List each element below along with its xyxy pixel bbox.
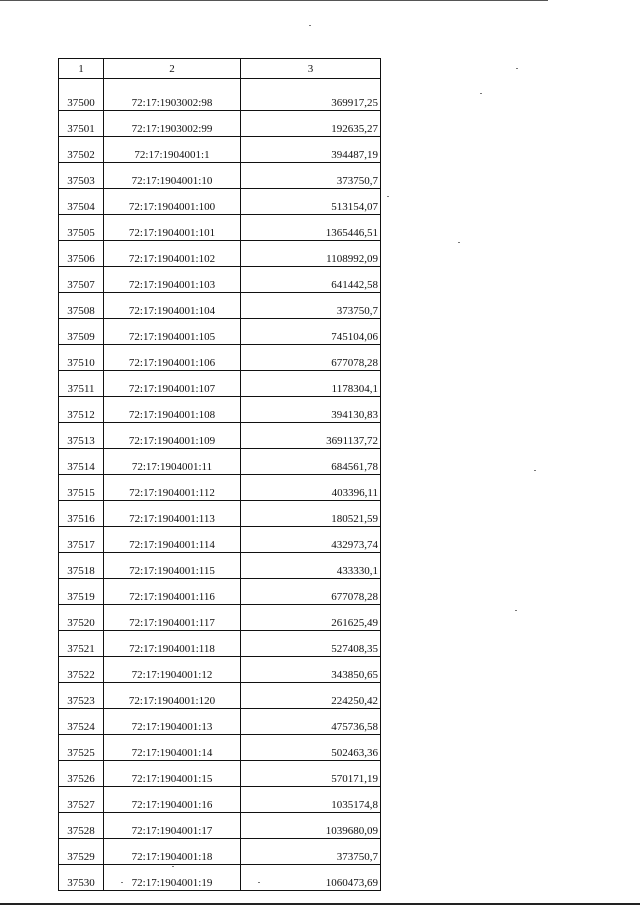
cadastral-value-cell: 1178304,1 bbox=[241, 371, 381, 397]
cadastral-number-cell: 72:17:1904001:108 bbox=[104, 397, 241, 423]
table-row bbox=[59, 85, 381, 111]
header-row bbox=[59, 59, 381, 79]
column-header-2: 2 bbox=[104, 59, 241, 79]
cadastral-value-cell: 433330,1 bbox=[241, 553, 381, 579]
cadastral-number-cell: 72:17:1904001:118 bbox=[104, 631, 241, 657]
cadastral-value-cell: 394487,19 bbox=[241, 137, 381, 163]
cadastral-value-cell: 373750,7 bbox=[241, 163, 381, 189]
cadastral-number-cell: 72:17:1904001:16 bbox=[104, 787, 241, 813]
table-row bbox=[59, 371, 381, 397]
cadastral-number-cell: 72:17:1904001:13 bbox=[104, 709, 241, 735]
cadastral-number-cell: 72:17:1904001:115 bbox=[104, 553, 241, 579]
table-row bbox=[59, 631, 381, 657]
row-number-cell: 37506 bbox=[59, 241, 104, 267]
cadastral-number-cell: 72:17:1904001:105 bbox=[104, 319, 241, 345]
cadastral-number-cell: 72:17:1904001:107 bbox=[104, 371, 241, 397]
cadastral-value-cell: 373750,7 bbox=[241, 293, 381, 319]
cadastral-number-cell: 72:17:1904001:101 bbox=[104, 215, 241, 241]
row-number-cell: 37514 bbox=[59, 449, 104, 475]
row-number-cell: 37511 bbox=[59, 371, 104, 397]
row-number-cell: 37522 bbox=[59, 657, 104, 683]
table-row bbox=[59, 813, 381, 839]
cadastral-value-cell: 224250,42 bbox=[241, 683, 381, 709]
cadastral-value-cell: 432973,74 bbox=[241, 527, 381, 553]
scan-speck bbox=[534, 470, 536, 471]
cadastral-value-cell: 192635,27 bbox=[241, 111, 381, 137]
cadastral-number-cell: 72:17:1904001:100 bbox=[104, 189, 241, 215]
cadastral-value-cell: 1060473,69 bbox=[241, 865, 381, 891]
cadastral-value-cell: 527408,35 bbox=[241, 631, 381, 657]
column-header-3: 3 bbox=[241, 59, 381, 79]
table-row bbox=[59, 735, 381, 761]
row-number-cell: 37518 bbox=[59, 553, 104, 579]
cadastral-number-cell: 72:17:1904001:120 bbox=[104, 683, 241, 709]
table-row bbox=[59, 865, 381, 891]
cadastral-number-cell: 72:17:1904001:103 bbox=[104, 267, 241, 293]
cadastral-value-cell: 570171,19 bbox=[241, 761, 381, 787]
row-number-cell: 37520 bbox=[59, 605, 104, 631]
table-row bbox=[59, 423, 381, 449]
row-number-cell: 37501 bbox=[59, 111, 104, 137]
table-row bbox=[59, 553, 381, 579]
table-row bbox=[59, 761, 381, 787]
row-number-cell: 37509 bbox=[59, 319, 104, 345]
cadastral-number-cell: 72:17:1904001:104 bbox=[104, 293, 241, 319]
cadastral-number-cell: 72:17:1904001:102 bbox=[104, 241, 241, 267]
cadastral-value-cell: 1039680,09 bbox=[241, 813, 381, 839]
row-number-cell: 37513 bbox=[59, 423, 104, 449]
row-number-cell: 37526 bbox=[59, 761, 104, 787]
cadastral-value-cell: 180521,59 bbox=[241, 501, 381, 527]
table-body bbox=[59, 85, 381, 891]
row-number-cell: 37515 bbox=[59, 475, 104, 501]
table-row bbox=[59, 189, 381, 215]
table-row bbox=[59, 657, 381, 683]
table-row bbox=[59, 579, 381, 605]
row-number-cell: 37516 bbox=[59, 501, 104, 527]
scan-speck bbox=[387, 196, 389, 197]
table-row bbox=[59, 267, 381, 293]
cadastral-value-cell: 513154,07 bbox=[241, 189, 381, 215]
row-number-cell: 37530 bbox=[59, 865, 104, 891]
cadastral-number-cell: 72:17:1904001:109 bbox=[104, 423, 241, 449]
cadastral-value-cell: 403396,11 bbox=[241, 475, 381, 501]
cadastral-value-cell: 641442,58 bbox=[241, 267, 381, 293]
cadastral-number-cell: 72:17:1904001:15 bbox=[104, 761, 241, 787]
cadastral-number-cell: 72:17:1904001:117 bbox=[104, 605, 241, 631]
cadastral-value-cell: 502463,36 bbox=[241, 735, 381, 761]
cadastral-number-cell: 72:17:1904001:112 bbox=[104, 475, 241, 501]
cadastral-number-cell: 72:17:1904001:18 bbox=[104, 839, 241, 865]
row-number-cell: 37505 bbox=[59, 215, 104, 241]
cadastral-value-cell: 394130,83 bbox=[241, 397, 381, 423]
table-row bbox=[59, 605, 381, 631]
row-number-cell: 37510 bbox=[59, 345, 104, 371]
scan-speck bbox=[515, 610, 517, 611]
cadastral-number-cell: 72:17:1904001:113 bbox=[104, 501, 241, 527]
scan-speck bbox=[121, 882, 123, 883]
row-number-cell: 37523 bbox=[59, 683, 104, 709]
row-number-cell: 37507 bbox=[59, 267, 104, 293]
cadastral-number-cell: 72:17:1904001:116 bbox=[104, 579, 241, 605]
table-row bbox=[59, 163, 381, 189]
table-row bbox=[59, 293, 381, 319]
table-row bbox=[59, 241, 381, 267]
scan-speck bbox=[172, 866, 174, 867]
cadastral-number-cell: 72:17:1903002:98 bbox=[104, 85, 241, 111]
row-number-cell: 37524 bbox=[59, 709, 104, 735]
cadastral-number-cell: 72:17:1904001:11 bbox=[104, 449, 241, 475]
table-row bbox=[59, 319, 381, 345]
cadastral-value-cell: 343850,65 bbox=[241, 657, 381, 683]
row-number-cell: 37529 bbox=[59, 839, 104, 865]
table-row bbox=[59, 501, 381, 527]
cadastral-number-cell: 72:17:1904001:14 bbox=[104, 735, 241, 761]
scan-speck bbox=[309, 25, 311, 26]
cadastral-value-cell: 1108992,09 bbox=[241, 241, 381, 267]
table-row bbox=[59, 111, 381, 137]
cadastral-number-cell: 72:17:1903002:99 bbox=[104, 111, 241, 137]
cadastral-value-cell: 677078,28 bbox=[241, 345, 381, 371]
table-row bbox=[59, 137, 381, 163]
cadastral-value-table bbox=[58, 58, 381, 891]
cadastral-number-cell: 72:17:1904001:19 bbox=[104, 865, 241, 891]
cadastral-value-cell: 1365446,51 bbox=[241, 215, 381, 241]
scan-speck bbox=[516, 68, 518, 69]
row-number-cell: 37521 bbox=[59, 631, 104, 657]
cadastral-number-cell: 72:17:1904001:12 bbox=[104, 657, 241, 683]
column-header-1: 1 bbox=[59, 59, 104, 79]
table-row bbox=[59, 345, 381, 371]
table-row bbox=[59, 215, 381, 241]
cadastral-value-cell: 261625,49 bbox=[241, 605, 381, 631]
cadastral-value-cell: 475736,58 bbox=[241, 709, 381, 735]
cadastral-value-cell: 684561,78 bbox=[241, 449, 381, 475]
table-row bbox=[59, 475, 381, 501]
scan-speck bbox=[458, 242, 460, 243]
cadastral-number-cell: 72:17:1904001:106 bbox=[104, 345, 241, 371]
row-number-cell: 37504 bbox=[59, 189, 104, 215]
row-number-cell: 37500 bbox=[59, 85, 104, 111]
cadastral-value-cell: 677078,28 bbox=[241, 579, 381, 605]
row-number-cell: 37508 bbox=[59, 293, 104, 319]
cadastral-value-cell: 1035174,8 bbox=[241, 787, 381, 813]
table-row bbox=[59, 449, 381, 475]
row-number-cell: 37528 bbox=[59, 813, 104, 839]
cadastral-value-cell: 3691137,72 bbox=[241, 423, 381, 449]
row-number-cell: 37517 bbox=[59, 527, 104, 553]
row-number-cell: 37512 bbox=[59, 397, 104, 423]
row-number-cell: 37525 bbox=[59, 735, 104, 761]
cadastral-number-cell: 72:17:1904001:17 bbox=[104, 813, 241, 839]
table-row bbox=[59, 397, 381, 423]
cadastral-value-cell: 745104,06 bbox=[241, 319, 381, 345]
table-row bbox=[59, 839, 381, 865]
row-number-cell: 37502 bbox=[59, 137, 104, 163]
cadastral-number-cell: 72:17:1904001:1 bbox=[104, 137, 241, 163]
cadastral-value-cell: 369917,25 bbox=[241, 85, 381, 111]
scan-speck bbox=[258, 882, 260, 883]
scan-edge-top bbox=[0, 0, 548, 1]
cadastral-value-cell: 373750,7 bbox=[241, 839, 381, 865]
scan-speck bbox=[480, 93, 482, 94]
cadastral-number-cell: 72:17:1904001:114 bbox=[104, 527, 241, 553]
table-row bbox=[59, 787, 381, 813]
table-row bbox=[59, 709, 381, 735]
table-row bbox=[59, 683, 381, 709]
table-row bbox=[59, 527, 381, 553]
row-number-cell: 37503 bbox=[59, 163, 104, 189]
row-number-cell: 37527 bbox=[59, 787, 104, 813]
cadastral-number-cell: 72:17:1904001:10 bbox=[104, 163, 241, 189]
row-number-cell: 37519 bbox=[59, 579, 104, 605]
